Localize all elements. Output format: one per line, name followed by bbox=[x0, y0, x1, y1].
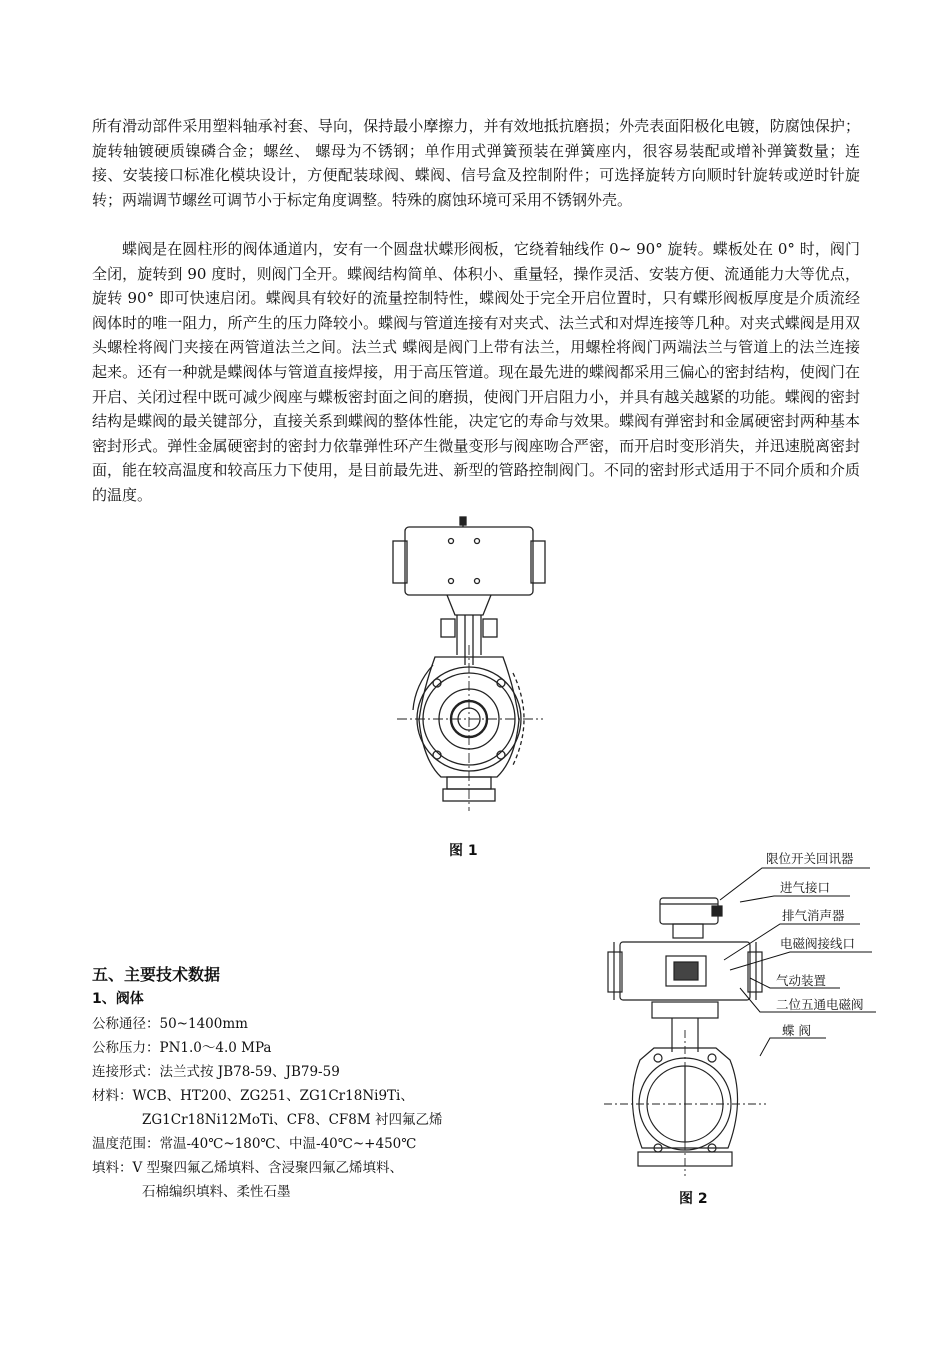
label-exhaust-muffler: 排气消声器 bbox=[782, 908, 845, 923]
spec-material-continued: ZG1Cr18Ni12MoTi、CF8、CF8M 衬四氟乙烯 bbox=[142, 1112, 443, 1128]
paragraph-butterfly-valve-intro: 蝶阀是在圆柱形的阀体通道内，安有一个圆盘状蝶形阀板，它绕着轴线作 0~ 90° 旋转。蝶板处在 0° 时，阀门全闭，旋转到 90 度时，则阀门全开。蝶阀结构简单、体积小、重量轻，操作灵活、安装方便、流通能力大等优点，旋转 90° 即可快速启闭。蝶阀具有较好的流量控制特性，蝶阀处于完全开启位置时，只有蝶形阀板厚度是介质流经阀体时的唯一阻力，所产生的压力降较小。蝶阀与管道连接有对夹式、法兰式和对焊连接等几种。对夹式蝶阀是用双头螺栓将阀门夹接在两管道法兰之间。法兰式 蝶阀是阀门上带有法兰，用螺栓将阀门两端法兰与管道上的法兰连接起来。还有一种就是蝶阀体与管道直接焊接，用于高压管道。现在最先进的蝶阀都采用三偏心的密封结构，使阀门在开启、关闭过程中既可减少阀座与蝶板密封面之间的磨损，使阀门开启阻力小，并具有越关越紧的功能。蝶阀的密封结构是蝶阀的最关键部分，直接关系到蝶阀的整体性能，决定它的寿命与效果。蝶阀有弹密封和金属硬密封两种基本密封形式。弹性金属硬密封的密封力依靠弹性环产生微量变形与阀座吻合严密，而开启时变形消失，并迅速脱离密封面，能在较高温度和较高压力下使用，是目前最先进、新型的管路控制阀门。不同的密封形式适用于不同介质和介质的温度。 bbox=[92, 240, 860, 504]
spec-packing-continued: 石棉编织填料、柔性石墨 bbox=[142, 1184, 291, 1200]
subsection-title: 1、阀体 bbox=[92, 991, 144, 1007]
section-title: 五、主要技术数据 bbox=[92, 965, 221, 984]
spec-connection-type: 连接形式：法兰式按 JB78-59、JB79-59 bbox=[92, 1064, 340, 1080]
figure-1-caption: 图 1 bbox=[449, 843, 478, 859]
label-pneumatic-device: 气动装置 bbox=[776, 973, 827, 988]
spec-packing: 填料：V 型聚四氟乙烯填料、含浸聚四氟乙烯填料、 bbox=[92, 1160, 404, 1176]
paragraph-actuator-features: 所有滑动部件采用塑料轴承衬套、导向，保持最小摩擦力，并有效地抵抗磨损；外壳表面阳极化电镀，防腐蚀保护；旋转轴镀硬质镍磷合金；螺丝、 螺母为不锈钢；单作用式弹簧预装在弹簧座内，很容易装配或增补弹簧数量；连接、安装接口标准化模块设计，方便配装球阀、蝶阀、信号盒及控制附件；可选择旋转方向顺时针旋转或逆时针旋转；两端调节螺丝可调节小于标定角度调整。特殊的腐蚀环境可采用不锈钢外壳。 bbox=[92, 117, 860, 209]
spec-temperature-range: 温度范围：常温-40℃~180℃、中温-40℃~+450℃ bbox=[92, 1136, 417, 1152]
figure-1-drawing bbox=[385, 515, 555, 825]
figure-2-caption: 图 2 bbox=[679, 1191, 708, 1207]
label-air-inlet: 进气接口 bbox=[780, 880, 831, 895]
label-butterfly-valve: 蝶 阀 bbox=[782, 1023, 811, 1038]
spec-nominal-diameter: 公称通径：50~1400mm bbox=[92, 1016, 248, 1032]
spec-nominal-pressure: 公称压力：PN1.0～4.0 MPa bbox=[92, 1040, 272, 1056]
label-limit-switch: 限位开关回讯器 bbox=[766, 851, 854, 866]
label-solenoid-valve: 二位五通电磁阀 bbox=[776, 997, 864, 1012]
spec-material: 材料：WCB、HT200、ZG251、ZG1Cr18Ni9Ti、 bbox=[92, 1088, 414, 1104]
label-solenoid-terminal: 电磁阀接线口 bbox=[780, 936, 856, 951]
